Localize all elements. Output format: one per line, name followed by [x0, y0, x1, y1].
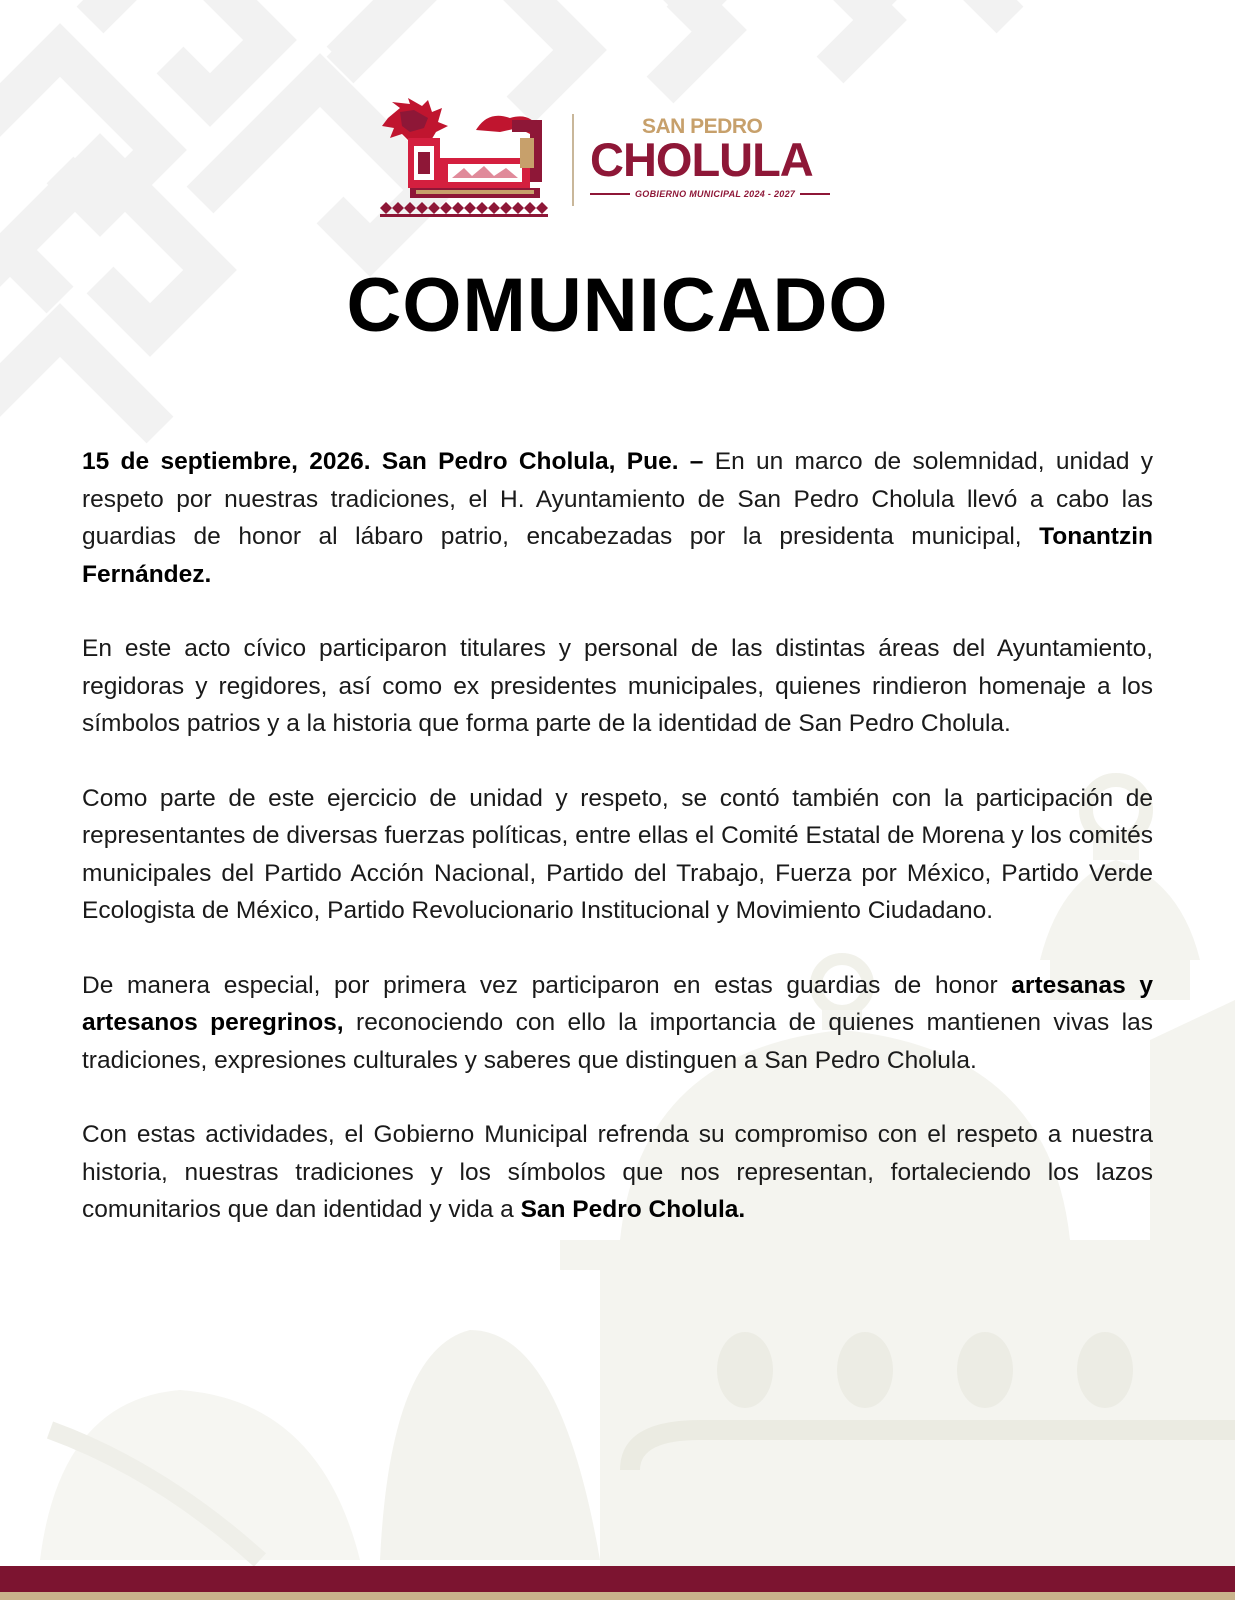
brand-main-text: CHOLULA: [590, 133, 813, 186]
mayor-name: Tonantzin Fernández.: [82, 523, 1153, 588]
footer-band: [0, 1566, 1235, 1592]
page-title: COMUNICADO: [346, 263, 889, 348]
brand-sub-line-right: [800, 193, 830, 195]
communique-body: [82, 443, 1153, 1266]
paragraph-1: [82, 443, 1153, 593]
paragraph-2: En este acto cívico participaron titulares y personal de las distintas áreas del Ayuntamiento, regidoras y regidores, así como ex presidentes municipales, quienes rindieron homenaje a los símbolos patrios y a la historia que forma parte de la identidad de San Pedro Cholula.: [82, 635, 1153, 737]
paragraph-4-text-after: reconociendo con ello la importancia de quienes mantienen vivas las tradiciones, expresiones culturales y saberes que distinguen a San Pedro Cholula.: [82, 1009, 1153, 1074]
header-divider: [572, 114, 574, 206]
dateline: 15 de septiembre, 2026. San Pedro Cholula, Pue. –: [82, 448, 704, 475]
closing-bold: San Pedro Cholula.: [520, 1196, 746, 1223]
paragraph-5-text: Con estas actividades, el Gobierno Municipal refrenda su compromiso con el respeto a nuestra historia, nuestras tradiciones y los símbolos que nos representan, fortaleciendo los lazos comunitarios que dan identidad y vida a: [82, 1121, 1153, 1223]
footer-gold-stripe: [0, 1592, 1235, 1600]
paragraph-4: [82, 967, 1153, 1080]
brand-subtitle: [590, 189, 850, 199]
brand-wordmark: [590, 116, 850, 199]
paragraph-4-text-before: De manera especial, por primera vez participaron en estas guardias de honor: [82, 971, 1012, 999]
paragraph-4-bold: artesanas y artesanos peregrinos,: [82, 971, 1153, 1036]
brand-top-text: SAN PEDRO: [642, 115, 763, 138]
paragraph-1-text: En un marco de solemnidad, unidad y respeto por nuestras tradiciones, el H. Ayuntamiento de San Pedro Cholula llevó a cabo las guardias de honor al lábaro patrio, encabezadas por la presidenta municipal,: [82, 448, 1153, 550]
municipal-emblem-icon: [380, 98, 555, 220]
brand-sub-text: GOBIERNO MUNICIPAL 2024 - 2027: [635, 189, 796, 199]
paragraph-3: Como parte de este ejercicio de unidad y respeto, se contó también con la participación de representantes de diversas fuerzas políticas, entre ellas el Comité Estatal de Morena y los comités municipales del Partido Acción Nacional, Partido del Trabajo, Fuerza por México, Partido Verde Ecologista de México, Partido Revolucionario Institucional y Movimiento Ciudadano.: [82, 784, 1153, 924]
paragraph-5: [82, 1116, 1153, 1229]
brand-sub-line-left: [590, 193, 630, 195]
header-logos: [380, 98, 860, 223]
